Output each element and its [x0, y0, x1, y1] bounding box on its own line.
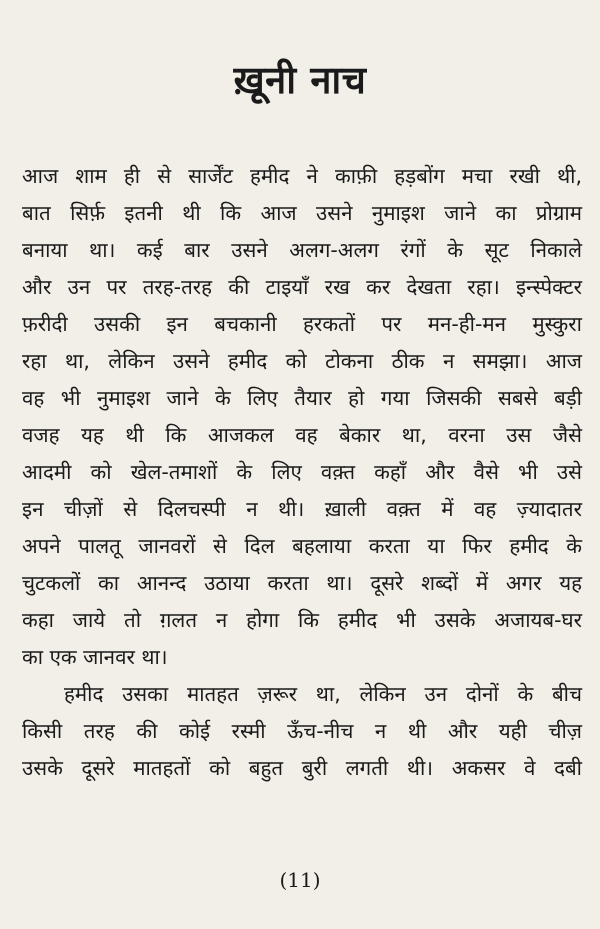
text-line: किसी तरह की कोई रस्मी ऊँच-नीच न थी और यही चीज़ [22, 719, 582, 743]
text-line: हमीद उसका मातहत ज़रूर था, लेकिन उन दोनों के बीच [64, 682, 582, 706]
text-line: रहा था, लेकिन उसने हमीद को टोकना ठीक न समझा। आज [22, 349, 582, 373]
body-text [22, 158, 582, 787]
text-line: वह भी नुमाइश जाने के लिए तैयार हो गया जिसकी सबसे बड़ी [22, 386, 582, 410]
text-line: बनाया था। कई बार उसने अलग-अलग रंगों के सूट निकाले [22, 238, 582, 262]
text-line: वजह यह थी कि आजकल वह बेकार था, वरना उस जैसे [22, 423, 582, 447]
text-line: कहा जाये तो ग़लत न होगा कि हमीद भी उसके अजायब-घर [22, 608, 582, 632]
text-line: इन चीज़ों से दिलचस्पी न थी। ख़ाली वक़्त में वह ज़्यादातर [22, 497, 582, 521]
text-line: का एक जानवर था। [22, 645, 168, 669]
text-line: बात सिर्फ़ इतनी थी कि आज उसने नुमाइश जाने का प्रोग्राम [22, 201, 582, 225]
text-line: आदमी को खेल-तमाशों के लिए वक़्त कहाँ और वैसे भी उसे [22, 460, 582, 484]
chapter-title: ख़ूनी नाच [233, 58, 367, 102]
text-line: चुटकलों का आनन्द उठाया करता था। दूसरे शब्दों में अगर यह [22, 571, 582, 595]
text-line: अपने पालतू जानवरों से दिल बहलाया करता या फिर हमीद के [22, 534, 582, 558]
text-line: उसके दूसरे मातहतों को बहुत बुरी लगती थी। अकसर वे दबी [22, 756, 582, 780]
text-line: फ़रीदी उसकी इन बचकानी हरकतों पर मन-ही-मन मुस्कुरा [22, 312, 582, 336]
text-line: आज शाम ही से सार्जेंट हमीद ने काफ़ी हड़बोंग मचा रखी थी, [22, 164, 582, 188]
text-line: और उन पर तरह-तरह की टाइयाँ रख कर देखता रहा। इन्स्पेक्टर [22, 275, 582, 299]
page-number: (11) [279, 868, 321, 892]
